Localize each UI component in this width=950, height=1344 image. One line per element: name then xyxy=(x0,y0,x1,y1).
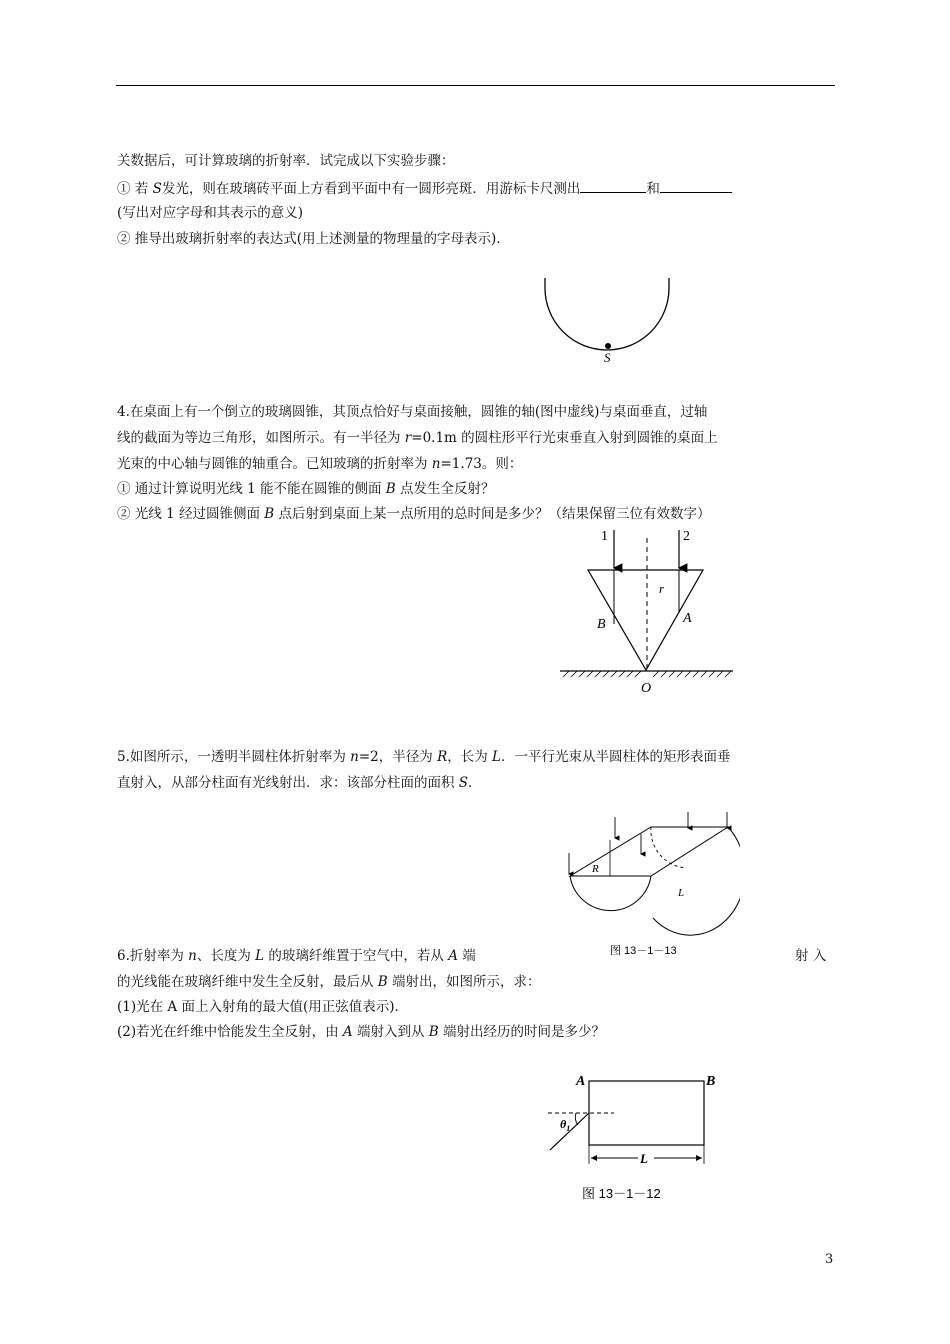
answer-blank-2[interactable] xyxy=(660,178,732,193)
point-b-label: B xyxy=(597,617,606,632)
ray-2-label: 2 xyxy=(683,529,690,544)
source-point xyxy=(605,343,611,349)
q4-line-1: 4.在桌面上有一个倒立的玻璃圆锥，其顶点恰好与桌面接触，圆锥的轴(图中虚线)与桌面垂直，过轴 xyxy=(117,404,708,420)
fiber-figure xyxy=(540,1064,740,1214)
figure-caption: 图 13－1－13 xyxy=(610,945,677,957)
q4-line-3: 光束的中心轴与圆锥的轴重合。已知玻璃的折射率为 n=1.73。则： xyxy=(117,456,523,472)
q6-line-3: (1)光在 A 面上入射角的最大值(用正弦值表示)． xyxy=(117,999,408,1015)
q3-line-1: 关数据后，可计算玻璃的折射率．试完成以下实验步骤： xyxy=(117,153,455,169)
q4-line-2: 线的截面为等边三角形，如图所示。有一半径为 r=0.1m 的圆柱形平行光束垂直入射到圆锥的桌面上 xyxy=(117,430,718,446)
q6-line-4: (2)若光在纤维中恰能发生全反射，由 A 端射入到从 B 端射出经历的时间是多少？ xyxy=(117,1024,605,1040)
label-s: S xyxy=(604,350,611,365)
semicircle-outline xyxy=(545,278,669,350)
header-rule xyxy=(116,85,835,86)
q3-line-2: ① 若 S发光，则在玻璃砖平面上方看到平面中有一圆形亮斑．用游标卡尺测出 和 xyxy=(117,178,732,198)
page-number: 3 xyxy=(825,1252,834,1267)
dim-arrow-right xyxy=(696,1155,702,1161)
theta-label: $\theta_1$ xyxy=(560,1117,571,1133)
cone-figure xyxy=(555,524,740,699)
radius-label: r xyxy=(659,581,665,596)
q3-line-3: (写出对应字母和其表示的意义) xyxy=(117,205,304,221)
length-label: L xyxy=(640,1151,648,1166)
answer-blank-1[interactable] xyxy=(580,178,646,193)
q4-line-4: ① 通过计算说明光线 1 能不能在圆锥的侧面 B 点发生全反射？ xyxy=(117,481,495,497)
q3-line-4: ② 推导出玻璃折射率的表达式(用上述测量的物理量的字母表示)． xyxy=(117,231,510,247)
table-hatching xyxy=(563,671,731,677)
hidden-arc xyxy=(651,827,686,868)
dim-arrow-left xyxy=(591,1155,597,1161)
q5-line-1: 5.如图所示，一透明半圆柱体折射率为 n=2，半径为 R，长为 L．一平行光束从半圆柱体的矩形表面垂 xyxy=(117,749,731,765)
point-o-label: O xyxy=(641,681,652,696)
front-arc xyxy=(570,876,651,911)
ray-1-label: 1 xyxy=(601,529,608,544)
back-arc xyxy=(653,827,740,935)
length-label: L xyxy=(678,887,685,899)
half-cylinder-figure xyxy=(560,808,740,958)
end-a-label: A xyxy=(576,1074,586,1089)
q6-line-1-tail: 射 入 xyxy=(795,948,827,964)
end-b-label: B xyxy=(706,1074,716,1089)
q6-line-2: 的光线能在玻璃纤维中发生全反射，最后从 B 端射出，如图所示，求： xyxy=(117,974,541,990)
q5-line-2: 直射入，从部分柱面有光线射出．求：该部分柱面的面积 S． xyxy=(117,775,482,791)
q6-line-1: 6.折射率为 n、长度为 L 的玻璃纤维置于空气中，若从 A 端 xyxy=(117,948,476,964)
point-a-label: A xyxy=(683,611,692,626)
radius-label: R xyxy=(592,863,599,875)
figure-caption: 图 13－1－12 xyxy=(582,1186,661,1201)
semicircle-figure xyxy=(530,270,680,365)
q4-line-5: ② 光线 1 经过圆锥侧面 B 点后射到桌面上某一点所用的总时间是多少？（结果保留三位有效数字） xyxy=(117,506,711,522)
